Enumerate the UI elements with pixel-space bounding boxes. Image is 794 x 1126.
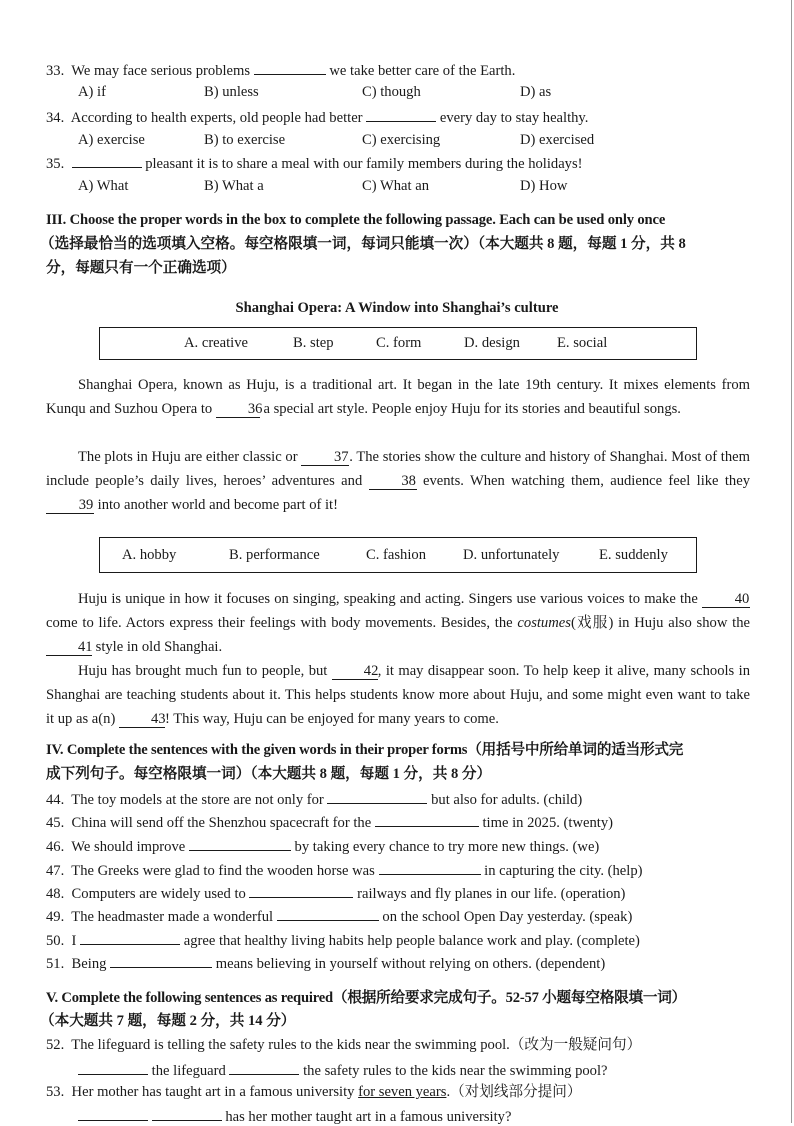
section-5-instruction: V. Complete the following sentences as required（根据所给要求完成句子。52-57 小题每空格限填一词）: [46, 990, 687, 1006]
numbered-blank[interactable]: 40: [702, 591, 750, 608]
word-box-2: [99, 537, 697, 573]
answer-blank[interactable]: [72, 153, 142, 168]
answer-blank[interactable]: [152, 1106, 222, 1121]
answer-blank[interactable]: [327, 789, 427, 804]
option[interactable]: D) as: [520, 84, 552, 100]
question-50: 50. I agree that healthy living habits help people balance work and play. (complete): [46, 930, 640, 950]
option[interactable]: A) if: [78, 84, 106, 100]
question-49: 49. The headmaster made a wonderful on the school Open Day yesterday. (speak): [46, 906, 632, 926]
option[interactable]: A) exercise: [78, 132, 145, 148]
question-52: 52. The lifeguard is telling the safety rules to the kids near the swimming pool.（改为一般疑问句）: [46, 1037, 642, 1053]
option[interactable]: C) though: [362, 84, 421, 100]
word-box-1: [99, 327, 697, 360]
section-4-instruction-cn: 成下列句子。每空格限填一词）（本大题共 8 题，每题 1 分，共 8 分）: [46, 766, 492, 782]
option[interactable]: B) to exercise: [204, 132, 286, 148]
answer-blank[interactable]: [366, 107, 436, 122]
passage-title: Shanghai Opera: A Window into Shanghai’s culture: [235, 300, 559, 316]
page-edge: [791, 0, 792, 1123]
answer-blank[interactable]: [189, 836, 291, 851]
numbered-blank[interactable]: 43: [119, 711, 165, 728]
passage-paragraph-2: The plots in Huju are either classic or 37. The stories show the culture and history of Shanghai. Most of them include people’s daily lives, heroes’ adventures and 38 events. When watching them, audience feel like they 39 into another world and become part of it!: [46, 449, 750, 513]
answer-blank[interactable]: [254, 60, 326, 75]
section-5-instruction-cn: （本大题共 7 题，每题 2 分，共 14 分）: [40, 1013, 296, 1029]
question-51: 51. Being means believing in yourself without relying on others. (dependent): [46, 953, 605, 973]
option[interactable]: D) How: [520, 178, 568, 194]
numbered-blank[interactable]: 41: [46, 639, 92, 656]
question-35: 35. pleasant it is to share a meal with our family members during the holidays!: [46, 153, 583, 173]
word-choice: A. hobby: [122, 547, 177, 563]
numbered-blank[interactable]: 37: [301, 449, 349, 466]
numbered-blank[interactable]: 36: [216, 401, 260, 418]
word-choice: E. suddenly: [599, 547, 668, 563]
question-45: 45. China will send off the Shenzhou spacecraft for the time in 2025. (twenty): [46, 812, 613, 832]
word-choice: C. fashion: [366, 547, 426, 563]
word-choice: D. unfortunately: [463, 547, 560, 563]
word-choice: E. social: [557, 335, 608, 351]
passage-paragraph-3: Huju is unique in how it focuses on singing, speaking and acting. Singers use various voices to make the 40 come to life. Actors express their feelings with body movements. Besides, the costumes(戏服) in Huju also show the 41 style in old Shanghai.: [46, 591, 750, 655]
answer-blank[interactable]: [277, 906, 379, 921]
numbered-blank[interactable]: 42: [332, 663, 378, 680]
numbered-blank[interactable]: 38: [369, 473, 417, 490]
answer-blank[interactable]: [379, 860, 481, 875]
passage-paragraph-1: Shanghai Opera, known as Huju, is a traditional art. It began in the late 19th century. It mixes elements from Kunqu and Suzhou Opera to 36 a special art style. People enjoy Huju for its stories and beautiful songs.: [46, 377, 750, 417]
answer-blank[interactable]: [78, 1060, 148, 1075]
answer-blank[interactable]: [249, 883, 353, 898]
question-53: 53. Her mother has taught art in a famous university for seven years.（对划线部分提问）: [46, 1084, 582, 1100]
option[interactable]: A) What: [78, 178, 129, 194]
question-52-answer: the lifeguard the safety rules to the kids near the swimming pool?: [78, 1060, 608, 1080]
option[interactable]: C) exercising: [362, 132, 441, 148]
question-44: 44. The toy models at the store are not only for but also for adults. (child): [46, 789, 582, 809]
answer-blank[interactable]: [78, 1106, 148, 1121]
word-choice: D. design: [464, 335, 520, 351]
section-3-instruction-cn: 分，每题只有一个正确选项）: [46, 260, 236, 276]
question-48: 48. Computers are widely used to railways and fly planes in our life. (operation): [46, 883, 625, 903]
section-3-instruction: III. Choose the proper words in the box to complete the following passage. Each can be used only once: [46, 212, 666, 228]
option[interactable]: C) What an: [362, 178, 430, 194]
section-4-instruction: IV. Complete the sentences with the given words in their proper forms（用括号中所给单词的适当形式完: [46, 742, 684, 758]
answer-blank[interactable]: [80, 930, 180, 945]
answer-blank[interactable]: [229, 1060, 299, 1075]
answer-blank[interactable]: [110, 953, 212, 968]
numbered-blank[interactable]: 39: [46, 497, 94, 514]
word-choice: C. form: [376, 335, 422, 351]
option[interactable]: D) exercised: [520, 132, 595, 148]
passage-paragraph-4: Huju has brought much fun to people, but 42, it may disappear soon. To help keep it alive, many schools in Shanghai are teaching students about it. This helps students know more about Huju, and some might even want to take it up as a(n) 43! This way, Huju can be enjoyed for many years to come.: [46, 663, 750, 727]
question-34: 34. According to health experts, old people had better every day to stay healthy.: [46, 107, 588, 127]
section-3-instruction-cn: （选择最恰当的选项填入空格。每空格限填一词，每词只能填一次）（本大题共 8 题，每题 1 分，共 8: [40, 236, 686, 252]
question-33: 33. We may face serious problems we take better care of the Earth.: [46, 60, 515, 80]
answer-blank[interactable]: [375, 812, 479, 827]
question-47: 47. The Greeks were glad to find the wooden horse was in capturing the city. (help): [46, 860, 642, 880]
option[interactable]: B) unless: [204, 84, 259, 100]
question-46: 46. We should improve by taking every chance to try more new things. (we): [46, 836, 599, 856]
option[interactable]: B) What a: [204, 178, 264, 194]
word-choice: B. performance: [229, 547, 320, 563]
question-53-answer: has her mother taught art in a famous university?: [78, 1106, 511, 1126]
word-choice: B. step: [293, 335, 334, 351]
word-choice: A. creative: [184, 335, 249, 351]
